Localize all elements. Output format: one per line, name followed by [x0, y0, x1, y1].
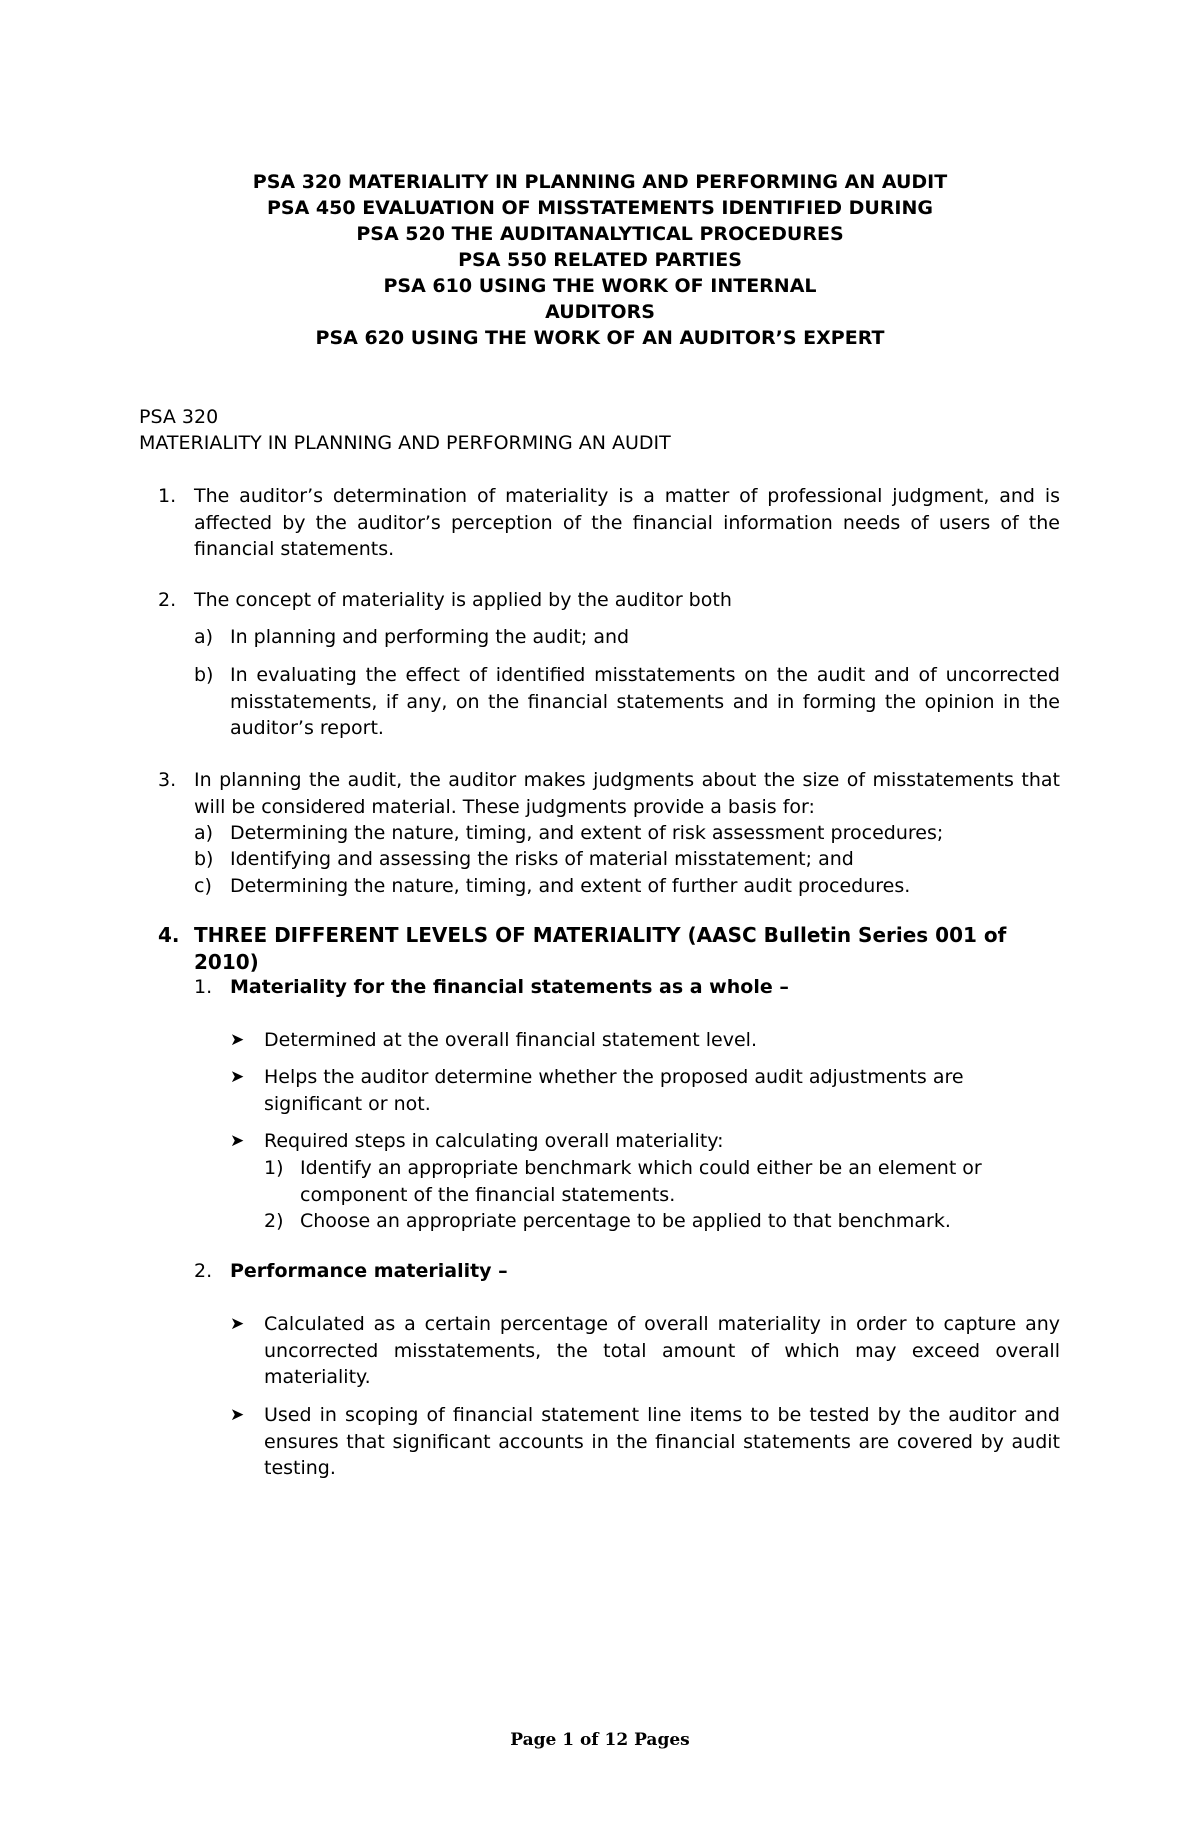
- item-1-number: 1.: [158, 485, 177, 507]
- arrowhead-bullet-icon: ➤: [230, 1131, 245, 1151]
- item-3-number: 3.: [158, 769, 177, 791]
- step-2-text: Choose an appropriate percentage to be applied to that benchmark.: [300, 1210, 951, 1232]
- level-1-title: Materiality for the financial statements as a whole –: [230, 976, 789, 998]
- level-2-number: 2.: [194, 1260, 213, 1282]
- step-1-label: 1): [264, 1157, 284, 1179]
- item-3b-label: b): [194, 848, 214, 870]
- step-2-label: 2): [264, 1210, 284, 1232]
- item-2b-text: In evaluating the effect of identified misstatements on the audit and of uncorrected misstatements, if any, on the financial statements and in forming the opinion in the auditor’s report.: [230, 664, 1060, 739]
- item-4-number: 4.: [158, 923, 180, 947]
- arrowhead-bullet-icon: ➤: [230, 1030, 245, 1050]
- header-title-1: PSA 320 MATERIALITY IN PLANNING AND PERFORMING AN AUDIT: [252, 171, 948, 193]
- header-title-2: PSA 450 EVALUATION OF MISSTATEMENTS IDENTIFIED DURING: [266, 197, 933, 219]
- item-2-text: The concept of materiality is applied by the auditor both: [194, 589, 732, 611]
- level-1-bullet-2: Helps the auditor determine whether the proposed audit adjustments are significant or not.: [264, 1066, 964, 1115]
- section-title: MATERIALITY IN PLANNING AND PERFORMING AN AUDIT: [139, 432, 671, 454]
- header-title-6: AUDITORS: [545, 301, 655, 323]
- item-2-number: 2.: [158, 589, 177, 611]
- item-1-text: The auditor’s determination of materiality is a matter of professional judgment, and is affected by the auditor’s perception of the financial information needs of users of the financial statements.: [194, 485, 1060, 560]
- header-title-4: PSA 550 RELATED PARTIES: [458, 249, 742, 271]
- item-3a-text: Determining the nature, timing, and extent of risk assessment procedures;: [230, 822, 944, 844]
- section-code: PSA 320: [139, 406, 219, 428]
- item-2a-text: In planning and performing the audit; and: [230, 626, 630, 648]
- level-2-title: Performance materiality –: [230, 1260, 508, 1282]
- item-3c-label: c): [194, 875, 212, 897]
- arrowhead-bullet-icon: ➤: [230, 1314, 245, 1334]
- item-4-text: THREE DIFFERENT LEVELS OF MATERIALITY (AASC Bulletin Series 001 of 2010): [194, 923, 1007, 974]
- header-title-3: PSA 520 THE AUDITANALYTICAL PROCEDURES: [356, 223, 844, 245]
- header-title-5: PSA 610 USING THE WORK OF INTERNAL: [383, 275, 817, 297]
- item-2a-label: a): [194, 626, 214, 648]
- level-2-bullet-1: Calculated as a certain percentage of overall materiality in order to capture any uncorrected misstatements, the total amount of which may exceed overall materiality.: [264, 1313, 1060, 1388]
- level-2-bullet-2: Used in scoping of financial statement line items to be tested by the auditor and ensures that significant accounts in the financial statements are covered by audit testing.: [264, 1404, 1060, 1479]
- header-title-7: PSA 620 USING THE WORK OF AN AUDITOR’S EXPERT: [315, 327, 885, 349]
- arrowhead-bullet-icon: ➤: [230, 1067, 245, 1087]
- item-3b-text: Identifying and assessing the risks of material misstatement; and: [230, 848, 854, 870]
- page-footer: Page 1 of 12 Pages: [510, 1730, 690, 1750]
- item-3a-label: a): [194, 822, 214, 844]
- step-1-text: Identify an appropriate benchmark which could either be an element or component of the financial statements.: [300, 1157, 982, 1206]
- item-3-text: In planning the audit, the auditor makes judgments about the size of misstatements that will be considered material. These judgments provide a basis for:: [194, 769, 1060, 818]
- level-1-bullet-3: Required steps in calculating overall materiality:: [264, 1130, 724, 1152]
- header-titles: [0, 169, 1200, 351]
- item-3c-text: Determining the nature, timing, and extent of further audit procedures.: [230, 875, 911, 897]
- arrowhead-bullet-icon: ➤: [230, 1405, 245, 1425]
- level-1-bullet-1: Determined at the overall financial statement level.: [264, 1029, 757, 1051]
- level-1-number: 1.: [194, 976, 213, 998]
- item-2b-label: b): [194, 664, 214, 686]
